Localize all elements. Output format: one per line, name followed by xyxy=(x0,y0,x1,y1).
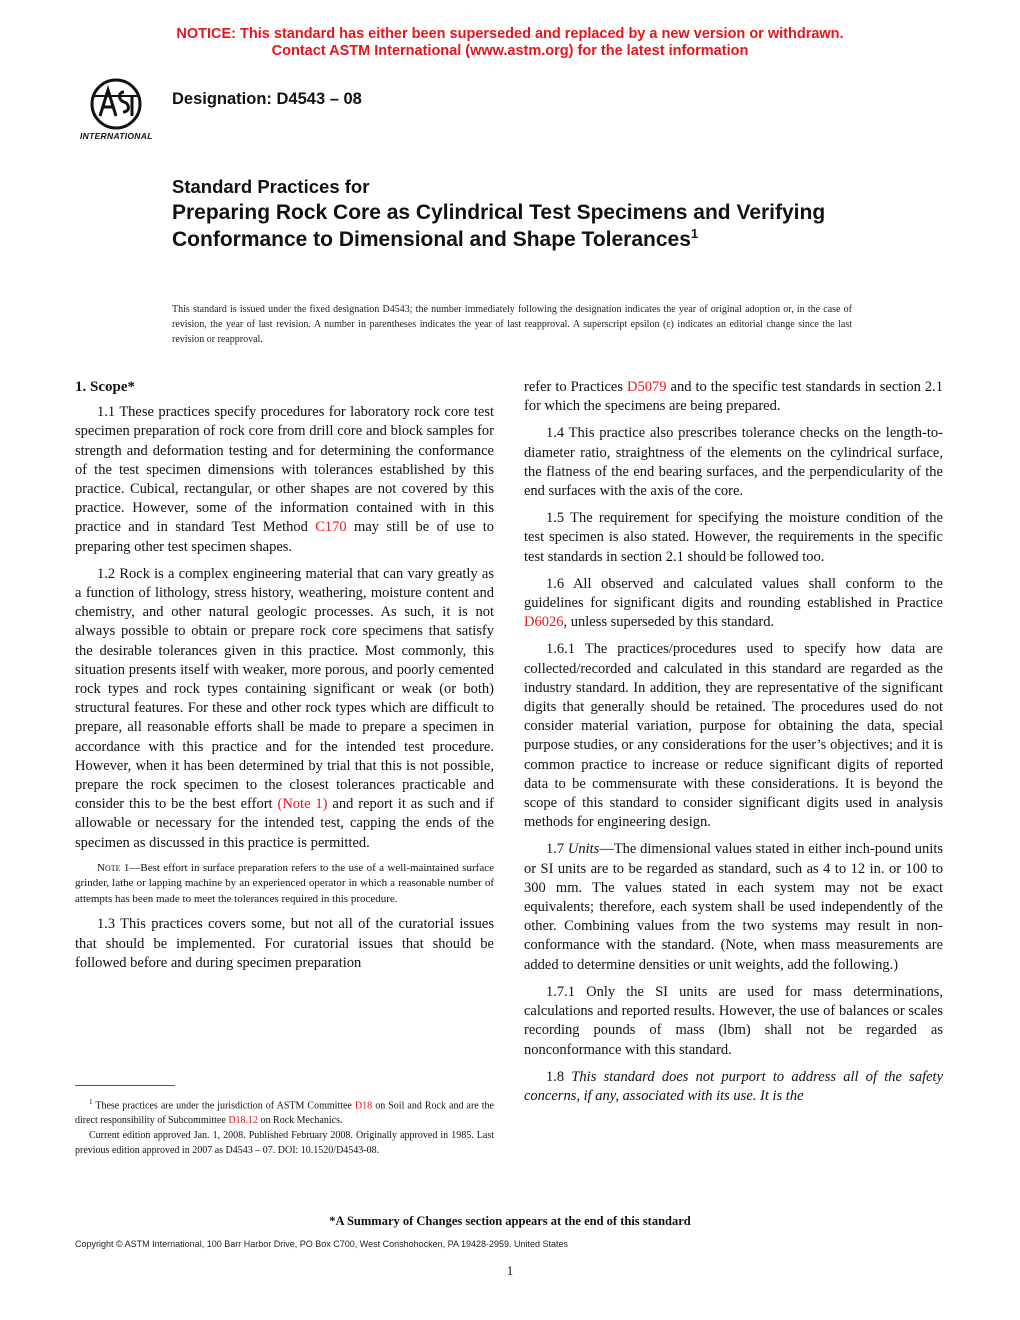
paragraph-1-6-1: 1.6.1 The practices/procedures used to specify how data are collected/recorded and calculated in this standard are regarded as the industry standard. In addition, they are representative of the significant digits that generally should be retained. The procedures used do not consider material variation, purpose for obtaining the data, special purpose studies, or any considerations for the user’s objectives; and it is common practice to increase or reduce significant digits of reported data to be commensurate with these considerations. It is beyond the scope of this standard to consider significant digits used in analysis methods for engineering design. xyxy=(524,641,943,831)
footnote-1: $^1$ These practices are under the jurisdiction of ASTM Committee D18 on Soil and Rock and are the direct responsibility of Subcommittee D18.12 on Rock Mechanics. Current edition approved Jan. 1, 2008. Published February 2008. Originally approved in 1985. Last previous edition approved in 2007 as D4543 – 07. DOI: 10.1520/D4543-08. xyxy=(75,1098,494,1157)
paragraph-1-7: 1.7 Units—The dimensional values stated in either inch-pound units or SI units are to be regarded as standard, such as 4 to 12 in. or 100 to 300 mm. The values stated in each system may not be exact equivalents; therefore, each system shall be used independently of the other. Combining values from the two systems may result in non-conformance with the standard. (Note, when mass measurements are added to determine densities or unit weights, add the following.) xyxy=(524,841,943,973)
copyright-line: Copyright © ASTM International, 100 Barr Harbor Drive, PO Box C700, West Conshohocken, PA 19428-2959. United States xyxy=(75,1239,569,1249)
link-note-1[interactable]: (Note 1) xyxy=(277,796,328,813)
paragraph-1-3-continued: refer to Practices D5079 and to the specific test standards in section 2.1 for which the specimens are being prepared. xyxy=(524,379,943,415)
paragraph-1-8: 1.8 This standard does not purport to address all of the safety concerns, if any, associated with its use. It is the xyxy=(524,1068,943,1104)
page-title xyxy=(172,199,852,253)
designation: Designation: D4543 – 08 xyxy=(172,90,362,108)
paragraph-1-7-1: 1.7.1 Only the SI units are used for mass determinations, calculations and reported results. However, the use of balances or scales recording pounds of mass (lbm) shall not be regarded as nonconformance with this standard. xyxy=(524,983,943,1058)
footnote-edition: Current edition approved Jan. 1, 2008. Published February 2008. Originally approved in 1985. Last previous edition approved in 2007 as D4543 – 07. DOI: 10.1520/D4543-08. xyxy=(75,1130,494,1157)
issuance-statement: This standard is issued under the fixed designation D4543; the number immediately following the designation indicates the year of original adoption or, in the case of revision, the year of last revision. A number in parentheses indicates the year of last reapproval. A superscript epsilon (ε) indicates an editorial change since the last revision or reapproval. xyxy=(172,304,852,345)
note-1-label: Note 1 xyxy=(97,861,130,874)
notice-line-2: Contact ASTM International (www.astm.org) for the latest information xyxy=(271,43,749,59)
astm-logo xyxy=(70,76,162,144)
footnote-divider xyxy=(75,1085,175,1086)
left-column xyxy=(75,378,494,981)
title-main: Preparing Rock Core as Cylindrical Test Specimens and Verifying Conformance to Dimensional and Shape Tolerances xyxy=(172,201,826,251)
link-c170[interactable]: C170 xyxy=(315,519,347,536)
link-d18[interactable]: D18 xyxy=(354,1100,373,1112)
notice-line-1: NOTICE: This standard has either been superseded and replaced by a new version or withdrawn. xyxy=(176,26,844,42)
paragraph-1-4: 1.4 This practice also prescribes tolerance checks on the length-to-diameter ratio, straightness of the elements on the cylindrical surface, the flatness of the end bearing surfaces, and the perpendicularity of the end surfaces with the axis of the core. xyxy=(524,425,943,500)
superseded-notice xyxy=(0,26,1020,60)
summary-of-changes-note: *A Summary of Changes section appears at the end of this standard xyxy=(329,1214,691,1228)
paragraph-1-1: 1.1 These practices specify procedures for laboratory rock core test specimen preparation of rock core from drill core and block samples for strength and deformation testing and for determining the conformance of the test specimen dimensions with tolerances established by this practice. Cubical, rectangular, or other shapes are not covered by this practice. However, some of the information contained with in this practice and in standard Test Method C170 may still be of use to preparing other test specimen shapes. xyxy=(75,404,494,555)
note-1: Note 1—Best effort in surface preparation refers to the use of a well-maintained surface grinder, lathe or lapping machine by an experienced operator in which a reasonable number of attempts has been made to meet the tolerances required in this procedure. xyxy=(75,861,494,905)
section-heading-scope: 1. Scope* xyxy=(75,379,135,395)
paragraph-1-5: 1.5 The requirement for specifying the moisture condition of the test specimen is also stated. However, the requirements in the specific test standards in section 2.1 should be followed too. xyxy=(524,510,943,565)
paragraph-1-3: 1.3 This practices covers some, but not all of the curatorial issues that should be implemented. For curatorial issues that should be followed before and during specimen preparation xyxy=(75,916,494,971)
link-d6026[interactable]: D6026 xyxy=(524,614,564,631)
paragraph-1-6: 1.6 All observed and calculated values shall conform to the guidelines for significant digits and rounding established in Practice D6026, unless superseded by this standard. xyxy=(524,575,943,631)
paragraph-1-2: 1.2 Rock is a complex engineering material that can vary greatly as a function of lithology, stress history, weathering, moisture content and chemistry, and other natural geologic processes. As such, it is not always possible to obtain or prepare rock core specimens that satisfy the desirable tolerances given in this practice. Most commonly, this situation presents itself with weaker, more porous, and poorly cemented rock types and rock types containing significant or weak (or both) structural features. For these and other rock types which are difficult to prepare, all reasonable efforts shall be made to prepare a specimen in accordance with this practice and for the intended test procedure. However, when it has been determined by trial that this is not possible, prepare the rock specimen to the closest tolerances practicable and consider this to be the best effort (Note 1) and report it as such and if allowable or necessary for the intended test, capping the ends of the specimen as discussed in this practice is permitted. xyxy=(75,565,494,851)
link-d18-12[interactable]: D18.12 xyxy=(228,1115,259,1127)
right-column xyxy=(524,378,943,1114)
link-d5079[interactable]: D5079 xyxy=(627,379,667,395)
title-small: Standard Practices for xyxy=(172,176,370,197)
page-number: 1 xyxy=(506,1263,514,1278)
footnote-mark: 1 xyxy=(89,1098,93,1106)
title-footnote-mark[interactable]: 1 xyxy=(690,226,699,241)
logo-international-text: INTERNATIONAL xyxy=(80,131,153,141)
